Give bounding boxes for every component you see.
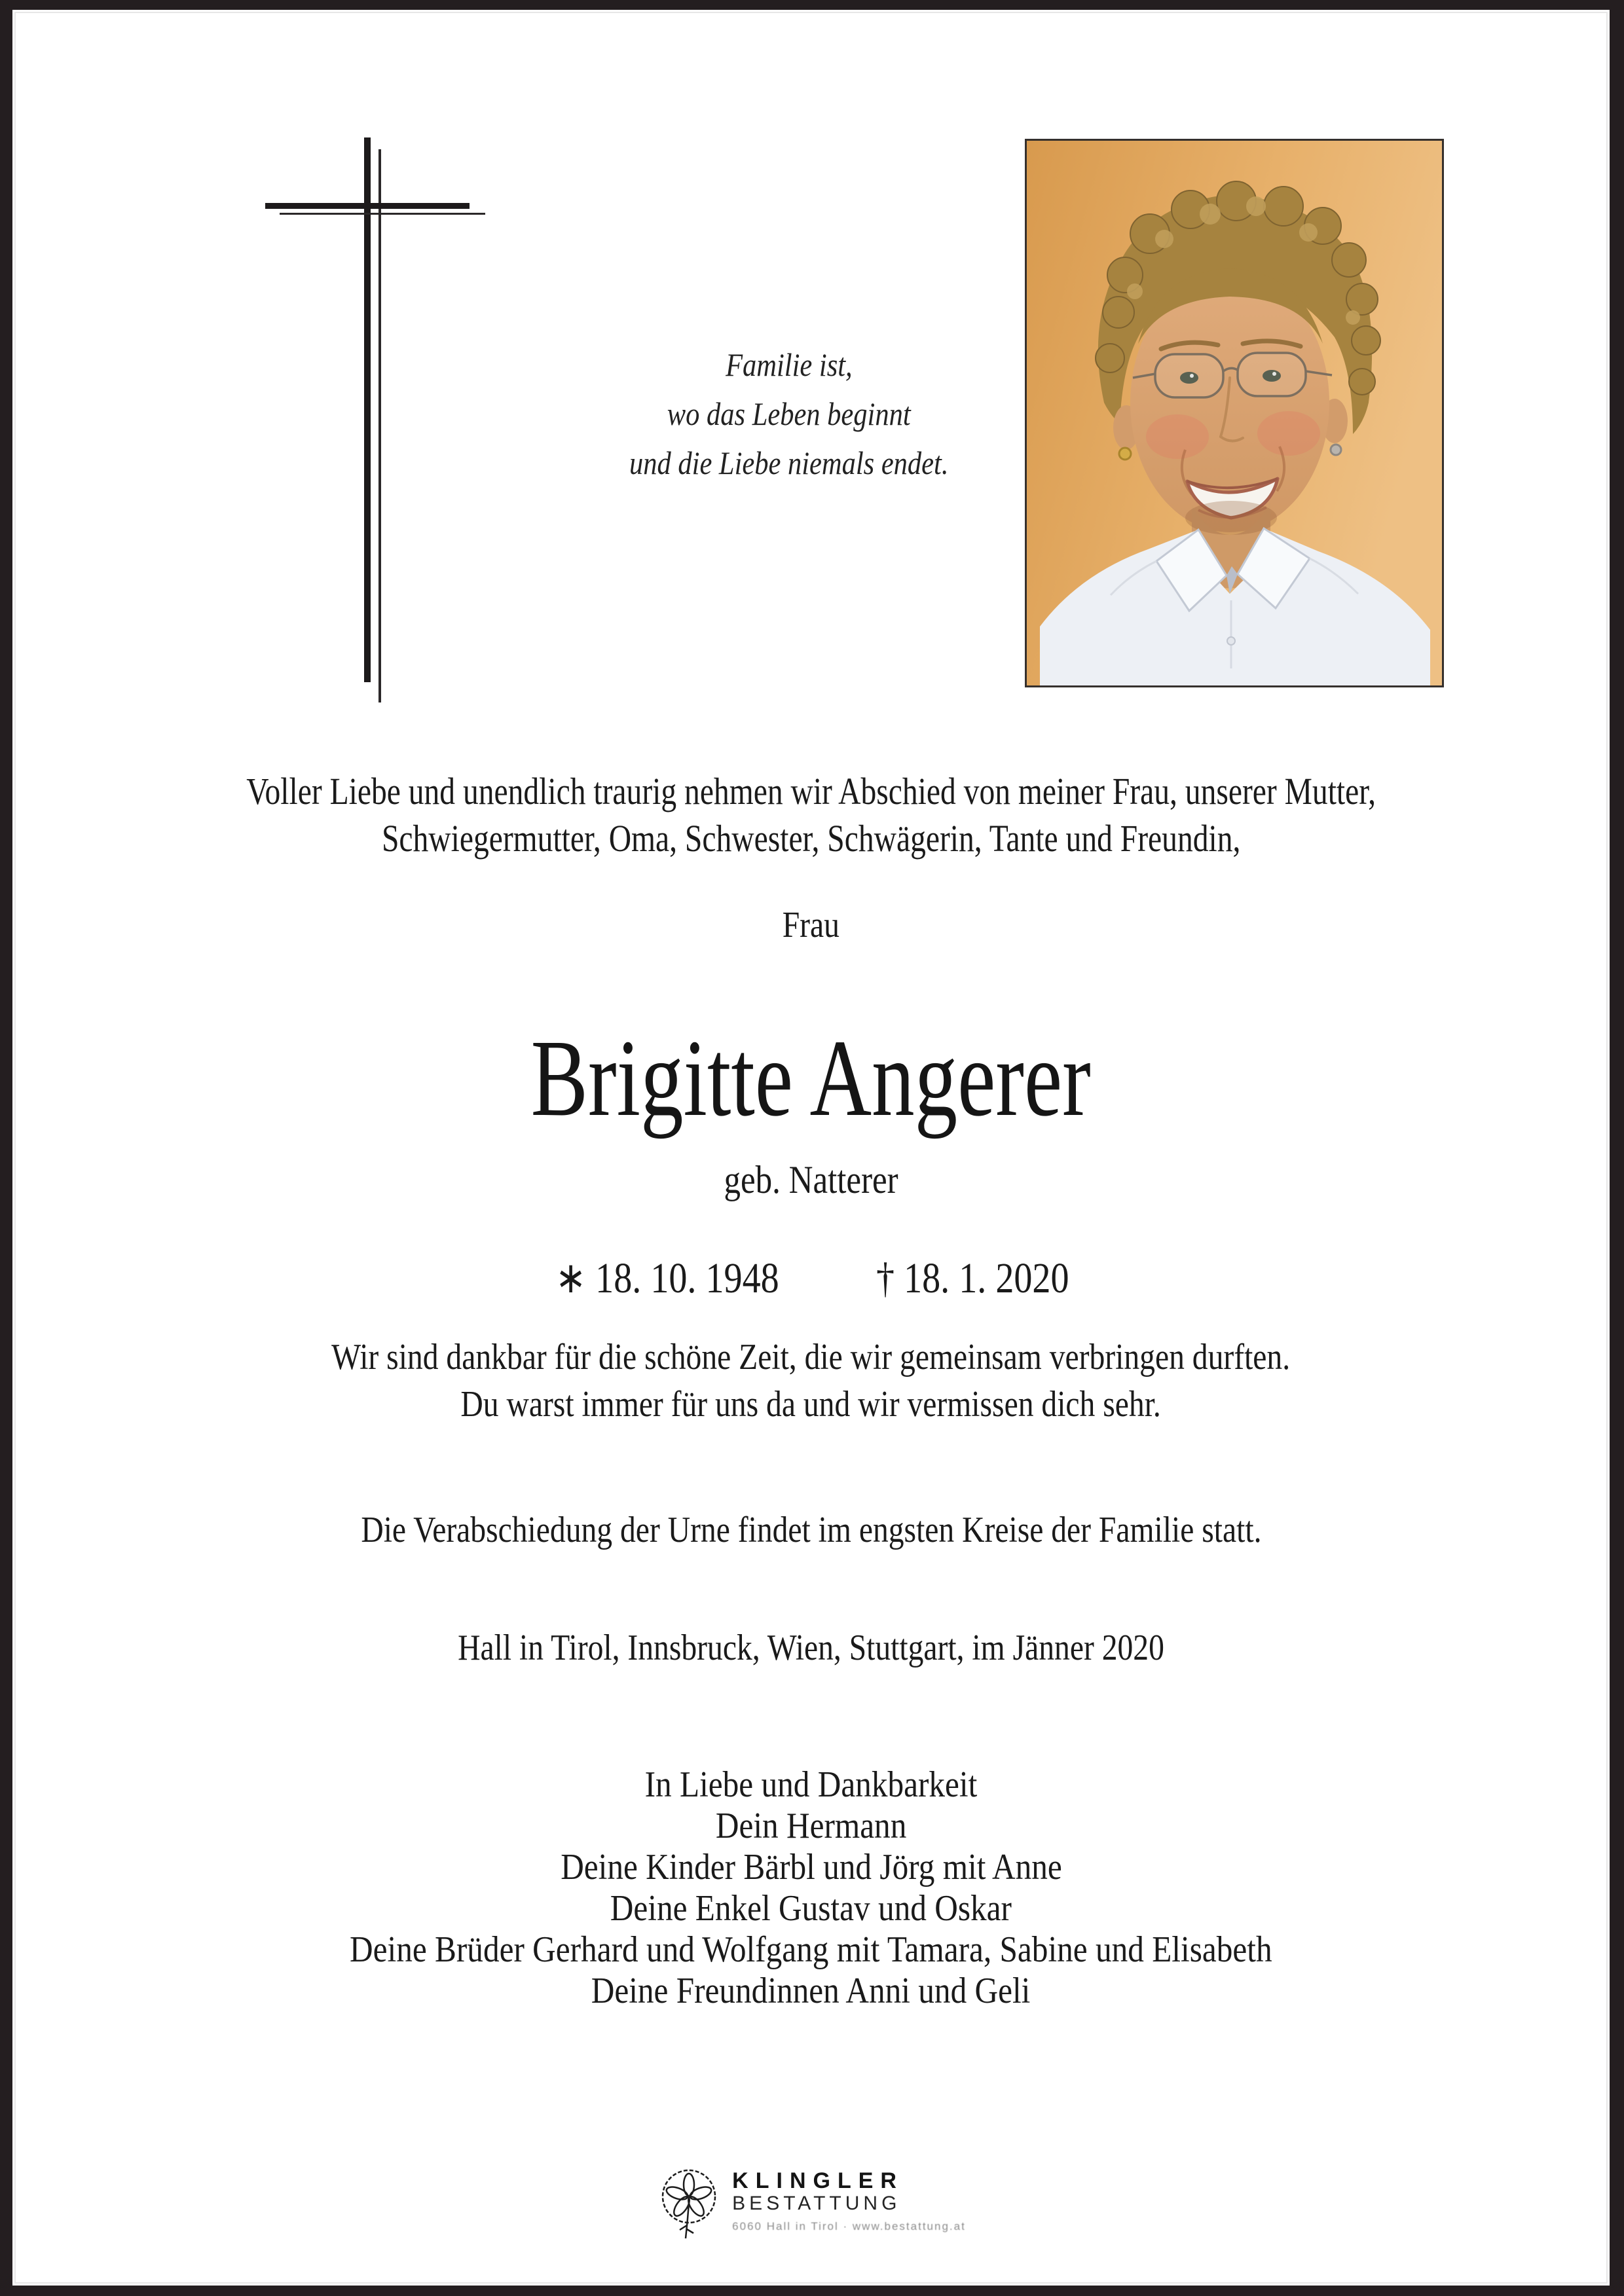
death-date: † 18. 1. 2020	[876, 1254, 1069, 1302]
birth-date: ∗ 18. 10. 1948	[555, 1254, 780, 1302]
cross-horizontal-thick-line	[265, 203, 470, 209]
intro-text-line: Schwiegermutter, Oma, Schwester, Schwägerin, Tante und Freundin,	[381, 817, 1241, 860]
mourner-line: Dein Hermann	[715, 1806, 907, 1846]
portrait-photo-image	[1027, 141, 1442, 685]
cross-horizontal-thin-line	[280, 213, 485, 215]
life-dates	[12, 1252, 1610, 1305]
quote-line: wo das Leben beginnt	[667, 395, 911, 432]
mourner-line: Deine Kinder Bärbl und Jörg mit Anne	[560, 1847, 1062, 1887]
portrait-photo	[1025, 139, 1444, 687]
logo-company-name: KLINGLER	[732, 2168, 904, 2193]
maiden-name: geb. Natterer	[724, 1158, 898, 1201]
salutation: Frau	[782, 905, 840, 945]
place-date-line: Hall in Tirol, Innsbruck, Wien, Stuttgart, im Jänner 2020	[458, 1628, 1164, 1668]
mourner-line: Deine Freundinnen Anni und Geli	[591, 1971, 1031, 2011]
logo-address: 6060 Hall in Tirol · www.bestattung.at	[732, 2220, 966, 2232]
logo-company-subtitle: BESTATTUNG	[732, 2193, 901, 2214]
mourner-line: In Liebe und Dankbarkeit	[644, 1764, 978, 1805]
quote-line: Familie ist,	[726, 346, 853, 383]
silver-earring	[1331, 445, 1341, 455]
farewell-notice: Die Verabschiedung der Urne findet im engsten Kreise der Familie statt.	[360, 1510, 1262, 1550]
gold-earring	[1119, 448, 1131, 460]
funeral-home-logo	[12, 2165, 1610, 2242]
intro-text-line: Voller Liebe und unendlich traurig nehmen wir Abschied von meiner Frau, unserer Mutter,	[246, 770, 1376, 812]
gratitude-line: Du warst immer für uns da und wir vermissen dich sehr.	[460, 1384, 1162, 1425]
mourner-line: Deine Enkel Gustav und Oskar	[610, 1888, 1012, 1929]
gratitude-line: Wir sind dankbar für die schöne Zeit, die wir gemeinsam verbringen durften.	[331, 1337, 1291, 1377]
quote-line: und die Liebe niemals endet.	[629, 445, 949, 481]
mourner-line: Deine Brüder Gerhard und Wolfgang mit Tamara, Sabine und Elisabeth	[350, 1929, 1272, 1970]
logo-flower-icon	[656, 2165, 722, 2242]
deceased-name: Brigitte Angerer	[530, 1017, 1092, 1139]
